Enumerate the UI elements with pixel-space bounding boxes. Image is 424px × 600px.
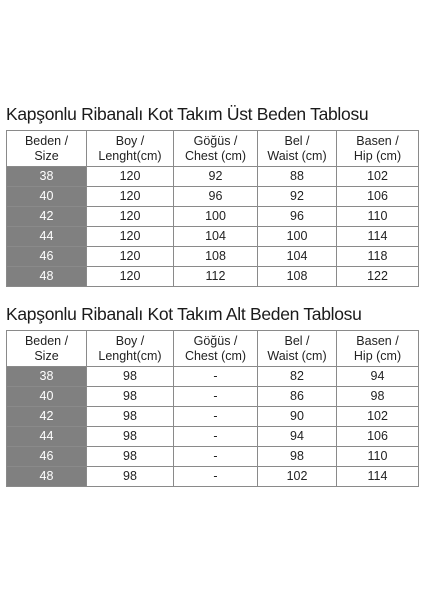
length-cell: 120 bbox=[87, 247, 174, 267]
hip-cell: 118 bbox=[337, 247, 419, 267]
length-cell: 98 bbox=[87, 447, 174, 467]
size-cell: 42 bbox=[7, 407, 87, 427]
chest-cell: 108 bbox=[174, 247, 258, 267]
table-row bbox=[7, 247, 419, 267]
header-length bbox=[87, 131, 174, 167]
top-size-chart bbox=[6, 104, 418, 287]
waist-cell: 102 bbox=[258, 467, 337, 487]
hip-cell: 106 bbox=[337, 427, 419, 447]
length-cell: 120 bbox=[87, 167, 174, 187]
chest-cell: 104 bbox=[174, 227, 258, 247]
hip-cell: 94 bbox=[337, 367, 419, 387]
table-row bbox=[7, 387, 419, 407]
header-label: Waist (cm) bbox=[267, 348, 327, 363]
size-cell: 38 bbox=[7, 367, 87, 387]
length-cell: 120 bbox=[87, 227, 174, 247]
table-row bbox=[7, 407, 419, 427]
size-cell: 42 bbox=[7, 207, 87, 227]
chest-cell: 96 bbox=[174, 187, 258, 207]
size-cell: 46 bbox=[7, 447, 87, 467]
hip-cell: 98 bbox=[337, 387, 419, 407]
table-row bbox=[7, 267, 419, 287]
header-label: Göğüs / bbox=[193, 133, 238, 148]
hip-cell: 114 bbox=[337, 467, 419, 487]
table-row bbox=[7, 187, 419, 207]
size-cell: 40 bbox=[7, 187, 87, 207]
header-label: Chest (cm) bbox=[184, 348, 247, 363]
size-cell: 44 bbox=[7, 427, 87, 447]
header-label: Chest (cm) bbox=[184, 148, 247, 163]
waist-cell: 94 bbox=[258, 427, 337, 447]
header-label: Bel / bbox=[284, 333, 310, 348]
header-label: Boy / bbox=[115, 133, 145, 148]
table-row bbox=[7, 427, 419, 447]
size-cell: 46 bbox=[7, 247, 87, 267]
header-length bbox=[87, 331, 174, 367]
bottom-size-chart-title: Kapşonlu Ribanalı Kot Takım Alt Beden Tablosu bbox=[6, 304, 362, 324]
header-label: Waist (cm) bbox=[267, 148, 327, 163]
header-label: Basen / bbox=[356, 133, 399, 148]
top-size-chart-title: Kapşonlu Ribanalı Kot Takım Üst Beden Tablosu bbox=[6, 104, 369, 124]
chest-cell: - bbox=[174, 467, 258, 487]
table-row bbox=[7, 207, 419, 227]
hip-cell: 102 bbox=[337, 407, 419, 427]
header-label: Hip (cm) bbox=[353, 148, 402, 163]
header-label: Göğüs / bbox=[193, 333, 238, 348]
waist-cell: 90 bbox=[258, 407, 337, 427]
length-cell: 98 bbox=[87, 367, 174, 387]
table-header-row bbox=[7, 131, 419, 167]
chest-cell: 100 bbox=[174, 207, 258, 227]
table-row bbox=[7, 227, 419, 247]
waist-cell: 100 bbox=[258, 227, 337, 247]
hip-cell: 114 bbox=[337, 227, 419, 247]
size-cell: 40 bbox=[7, 387, 87, 407]
header-chest bbox=[174, 331, 258, 367]
size-cell: 48 bbox=[7, 267, 87, 287]
table-row bbox=[7, 167, 419, 187]
table-row bbox=[7, 367, 419, 387]
header-label: Bel / bbox=[284, 133, 310, 148]
header-label: Beden / bbox=[24, 133, 69, 148]
size-cell: 48 bbox=[7, 467, 87, 487]
length-cell: 98 bbox=[87, 387, 174, 407]
bottom-size-table bbox=[6, 330, 419, 487]
chest-cell: - bbox=[174, 427, 258, 447]
header-chest bbox=[174, 131, 258, 167]
table-row bbox=[7, 467, 419, 487]
hip-cell: 102 bbox=[337, 167, 419, 187]
chest-cell: 92 bbox=[174, 167, 258, 187]
waist-cell: 108 bbox=[258, 267, 337, 287]
chest-cell: - bbox=[174, 387, 258, 407]
hip-cell: 106 bbox=[337, 187, 419, 207]
waist-cell: 104 bbox=[258, 247, 337, 267]
header-waist bbox=[258, 131, 337, 167]
table-header-row bbox=[7, 331, 419, 367]
waist-cell: 82 bbox=[258, 367, 337, 387]
length-cell: 98 bbox=[87, 407, 174, 427]
header-hip bbox=[337, 131, 419, 167]
hip-cell: 122 bbox=[337, 267, 419, 287]
chest-cell: 112 bbox=[174, 267, 258, 287]
header-label: Lenght(cm) bbox=[98, 148, 162, 163]
header-label: Lenght(cm) bbox=[98, 348, 162, 363]
header-hip bbox=[337, 331, 419, 367]
length-cell: 120 bbox=[87, 267, 174, 287]
size-cell: 44 bbox=[7, 227, 87, 247]
waist-cell: 98 bbox=[258, 447, 337, 467]
length-cell: 120 bbox=[87, 187, 174, 207]
waist-cell: 86 bbox=[258, 387, 337, 407]
chest-cell: - bbox=[174, 367, 258, 387]
hip-cell: 110 bbox=[337, 207, 419, 227]
header-label: Size bbox=[34, 348, 59, 363]
header-waist bbox=[258, 331, 337, 367]
bottom-size-chart bbox=[6, 304, 418, 487]
header-label: Boy / bbox=[115, 333, 145, 348]
length-cell: 98 bbox=[87, 427, 174, 447]
length-cell: 98 bbox=[87, 467, 174, 487]
header-label: Basen / bbox=[356, 333, 399, 348]
header-label: Beden / bbox=[24, 333, 69, 348]
top-size-table bbox=[6, 130, 419, 287]
hip-cell: 110 bbox=[337, 447, 419, 467]
header-label: Size bbox=[34, 148, 59, 163]
size-cell: 38 bbox=[7, 167, 87, 187]
table-row bbox=[7, 447, 419, 467]
chest-cell: - bbox=[174, 447, 258, 467]
chest-cell: - bbox=[174, 407, 258, 427]
header-size bbox=[7, 331, 87, 367]
header-label: Hip (cm) bbox=[353, 348, 402, 363]
length-cell: 120 bbox=[87, 207, 174, 227]
header-size bbox=[7, 131, 87, 167]
waist-cell: 96 bbox=[258, 207, 337, 227]
waist-cell: 92 bbox=[258, 187, 337, 207]
waist-cell: 88 bbox=[258, 167, 337, 187]
